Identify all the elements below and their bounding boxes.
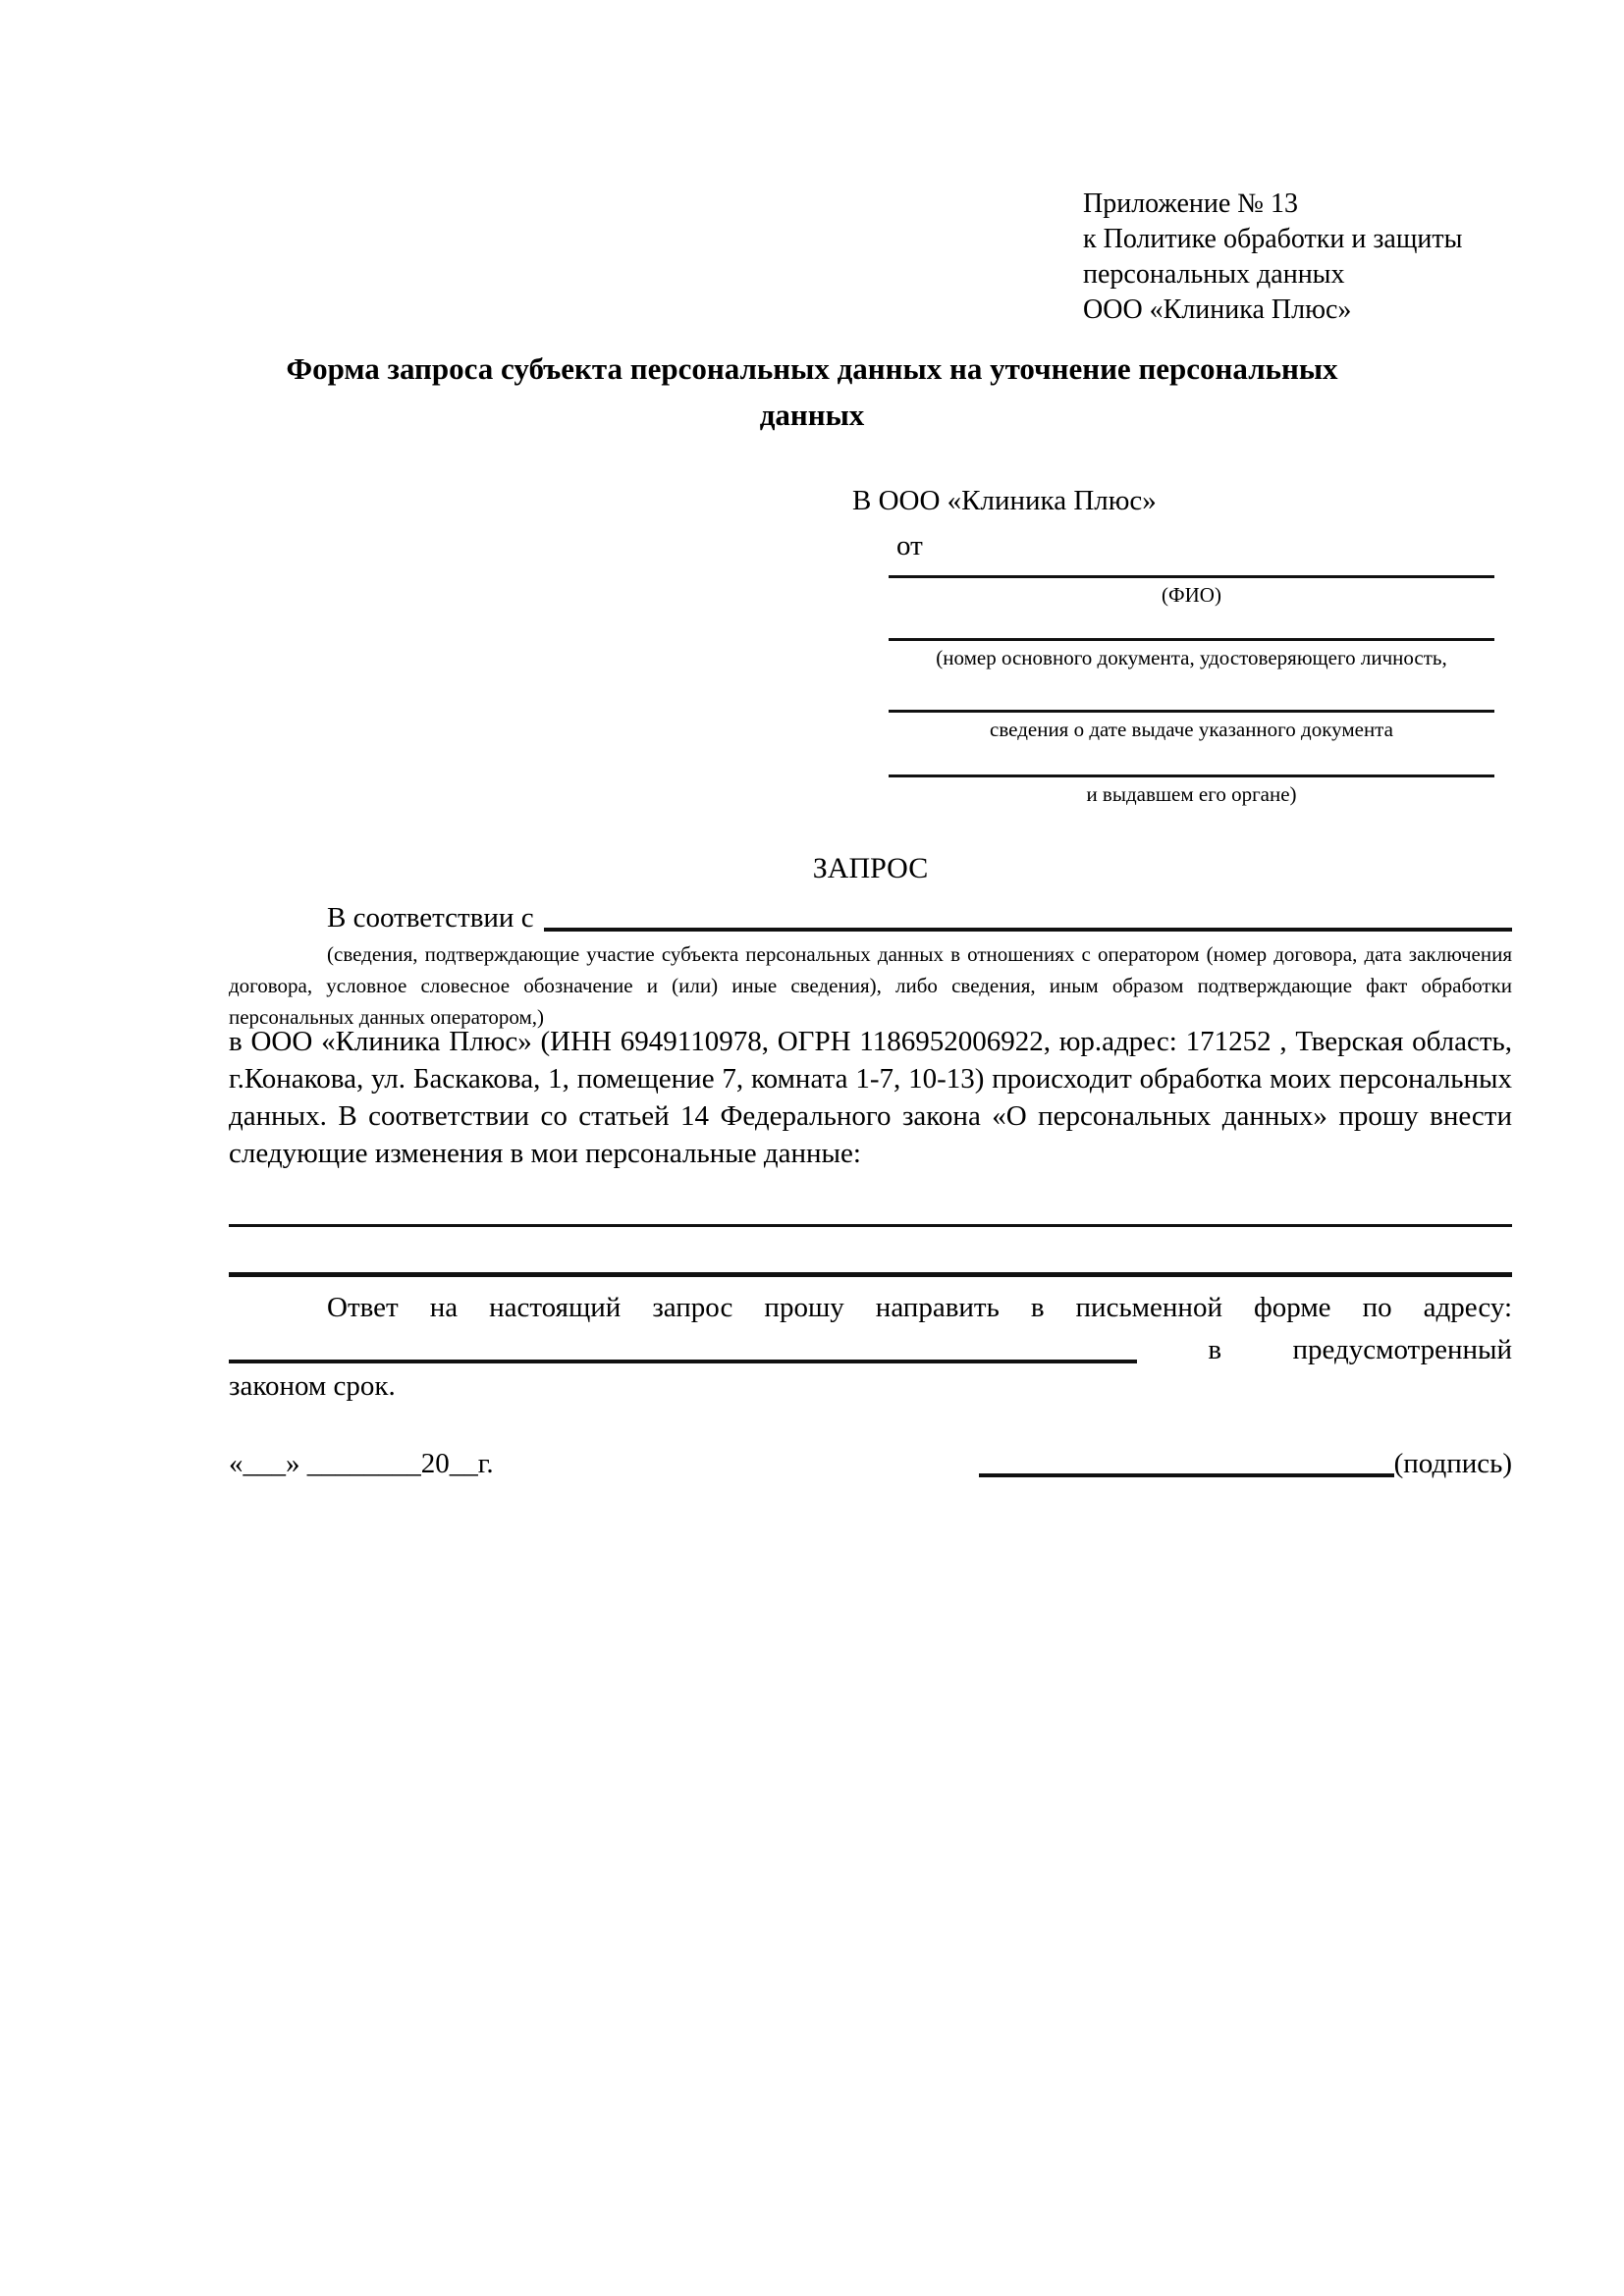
addressee-organization: В ООО «Клиника Плюс» xyxy=(852,485,1157,516)
signature-caption: (подпись) xyxy=(1393,1448,1512,1479)
issue-date-fill-field xyxy=(889,690,1494,742)
date-signature-row xyxy=(229,1439,1512,1480)
fio-caption: (ФИО) xyxy=(1162,583,1221,607)
reply-paragraph-closing: законом срок. xyxy=(229,1370,396,1402)
changes-fill-line-2 xyxy=(229,1253,1512,1277)
issuing-authority-fill-line xyxy=(889,755,1494,777)
signature-fill-line xyxy=(979,1464,1394,1477)
request-heading: ЗАПРОС xyxy=(812,852,929,884)
document-number-fill-field xyxy=(889,618,1494,670)
accordance-line xyxy=(229,895,1512,934)
reply-paragraph-line2 xyxy=(229,1327,1512,1366)
date-fill-text: «___» ________20__г. xyxy=(229,1448,494,1479)
appendix-line: к Политике обработки и защиты xyxy=(1083,224,1463,254)
issue-date-caption: сведения о дате выдаче указанного документа xyxy=(990,718,1393,741)
fio-fill-line xyxy=(889,556,1494,578)
appendix-line: ООО «Клиника Плюс» xyxy=(1083,294,1352,325)
reply-inline-word: в xyxy=(1208,1334,1222,1365)
issue-date-fill-line xyxy=(889,690,1494,713)
body-paragraph: в ООО «Клиника Плюс» (ИНН 6949110978, ОГРН 1186952006922, юр.адрес: 171252 , Тверская область, г.Конакова, ул. Баскакова, 1, помещение 7, комната 1-7, 10-13) происходит обработка моих персональных данных. В соответствии со статьей 14 Федерального закона «О персональных данных» прошу внести следующие изменения в мои персональные данные: xyxy=(229,1026,1512,1169)
addressee-from-label: от xyxy=(896,530,923,561)
accordance-note: (сведения, подтверждающие участие субъекта персональных данных в отношениях с оператором (номер договора, дата заключения договора, условное словесное обозначение и (или) иные сведения), либо сведения, иным образом подтверждающие факт обработки персональных данных оператором,) xyxy=(229,942,1512,1029)
accordance-lead: В соответствии с xyxy=(327,902,534,934)
issuing-authority-fill-field xyxy=(889,755,1494,807)
reply-address-fill-line xyxy=(229,1350,1137,1363)
fio-fill-field xyxy=(889,556,1494,608)
issuing-authority-caption: и выдавшем его органе) xyxy=(1086,782,1297,806)
accordance-fill-line xyxy=(544,918,1512,932)
appendix-line: персональных данных xyxy=(1083,259,1345,290)
changes-fill-line-1 xyxy=(229,1204,1512,1227)
appendix-line: Приложение № 13 xyxy=(1083,188,1298,219)
signature-group xyxy=(979,1448,1512,1480)
reply-paragraph-line1: Ответ на настоящий запрос прошу направить в письменной форме по адресу: xyxy=(327,1292,1512,1323)
reply-tail-word: предусмотренный xyxy=(1292,1334,1512,1365)
appendix-block xyxy=(1083,187,1515,328)
document-number-fill-line xyxy=(889,618,1494,641)
document-number-caption: (номер основного документа, удостоверяющего личность, xyxy=(936,646,1447,669)
document-title: Форма запроса субъекта персональных данных на уточнение персональных данных xyxy=(286,351,1338,432)
